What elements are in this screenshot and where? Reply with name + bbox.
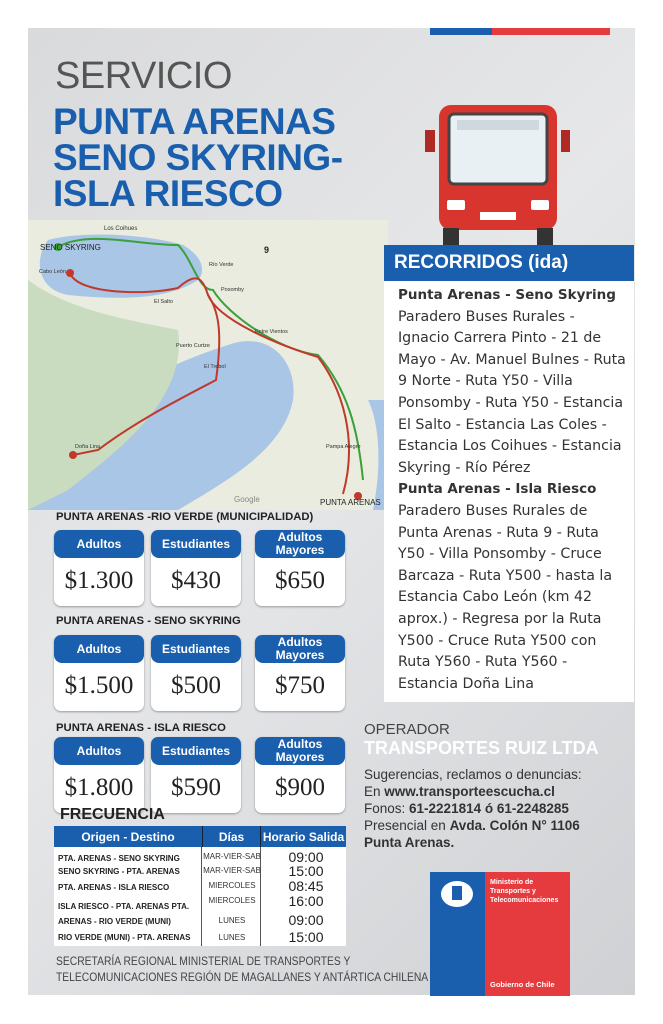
map-label: Puerto Curtze [176,343,210,349]
map-label: Doña Lina [75,444,101,450]
day-cell: MIERCOLES [208,881,256,890]
servicio-label: SERVICIO [55,55,232,97]
contact-line: Sugerencias, reclamos o denuncias: [364,767,582,782]
fare-category: Adultos Mayores [255,737,345,765]
contact-prefix: Presencial en [364,818,450,833]
title-line-3: ISLA RIESCO [53,173,283,214]
fare-box [151,530,241,606]
table-header: Días [202,826,260,847]
route-description: Paradero Buses Rurales de Punta Arenas - Ruta 9 - Ruta Y50 - Villa Ponsomby - Cruce Barcaza - Ruta Y500 - hasta la Estancia Cabo León (km 42 aprox.) - Regresa por la Ruta Y500 - Cruce Ruta Y500 con Ruta Y560 - Ruta Y560 - Estancia Doña Lina [398,502,613,692]
flag-stripe-blue [430,28,492,35]
day-cell: LUNES [218,933,246,942]
title-line-2: SENO SKYRING- [53,137,343,178]
operador-name: TRANSPORTES RUIZ LTDA [364,738,599,758]
fare-category: Estudiantes [151,737,241,765]
map-label: Río Verde [209,262,234,268]
fare-box [151,635,241,711]
fare-price: $1.800 [64,774,134,801]
coat-of-arms-icon [435,876,479,912]
day-cell: LUNES [218,916,246,925]
footer-line: SECRETARÍA REGIONAL MINISTERIAL DE TRANSPORTES Y [56,954,351,968]
google-watermark: Google [234,495,260,504]
time-cell: 08:45 [288,878,324,894]
route-name: Punta Arenas - Seno Skyring [398,287,616,303]
map-graphic [28,220,388,510]
time-cell: 15:00 [288,929,324,945]
address: Avda. Colón N° 1106 [449,818,580,833]
map-label: Los Coihues [104,226,138,232]
city: Punta Arenas. [364,835,455,850]
fare-category: Adultos [54,530,144,558]
fare-box [255,737,345,813]
recorridos-title: RECORRIDOS (ida) [384,245,634,281]
route-cell: PTA. ARENAS - SENO SKYRING [58,854,180,863]
map-label: Posomby [221,287,244,293]
time-cell: 09:00 [288,849,324,865]
contact-info [364,766,582,851]
fare-box [54,530,144,606]
fare-category: Adultos [54,635,144,663]
fare-price: $430 [171,567,221,594]
fare-group-label: PUNTA ARENAS -RIO VERDE (MUNICIPALIDAD) [56,511,314,523]
fare-group-label: PUNTA ARENAS - ISLA RIESCO [56,722,226,734]
map-label: Pampa Alegre [326,444,361,450]
ministry-name: Ministerio de Transportes y Telecomunicaciones [490,879,559,904]
route-9-shield: 9 [264,245,270,255]
fare-box [54,635,144,711]
fare-category: Adultos Mayores [255,530,345,558]
route-description: Paradero Buses Rurales - Ignacio Carrera Pinto - 21 de Mayo - Av. Manuel Bulnes - Ruta 9 Norte - Ruta Y50 - Villa Ponsomby - Ruta Y50 - Estancia El Salto - Estancia Las Coles - Estancia Los Coihues - Estancia Skyring - Río Pérez [398,308,626,476]
map-label: El Salto [154,299,173,305]
gobierno-logo [430,872,570,996]
route-cell: PTA. ARENAS - ISLA RIESCO [58,883,170,892]
website-link[interactable]: www.transporteescucha.cl [384,784,555,799]
fare-box [151,737,241,813]
footer-text [56,953,428,985]
fare-category: Estudiantes [151,530,241,558]
route-name: Punta Arenas - Isla Riesco [398,481,597,498]
map-label: PUNTA ARENAS [320,498,381,507]
fare-price: $650 [275,567,325,594]
fare-price: $750 [275,672,325,699]
fare-price: $590 [171,774,221,801]
route-map [28,220,388,510]
route-cell: ARENAS - RIO VERDE (MUNI) [58,917,171,926]
map-label: SENO SKYRING [40,243,101,252]
map-label: Cabo León [39,269,66,275]
map-label: El Trebol [204,364,226,370]
table-header: Origen - Destino [54,826,202,847]
flag-stripe-red [492,28,610,35]
fare-group-label: PUNTA ARENAS - SENO SKYRING [56,615,241,627]
day-cell: MAR-VIER-SAB [203,866,261,875]
route-cell: RIO VERDE (MUNI) - PTA. ARENAS [58,933,191,942]
operador-label: OPERADOR [364,721,450,738]
fare-box [54,737,144,813]
fare-category: Estudiantes [151,635,241,663]
time-cell: 09:00 [288,912,324,928]
route-cell: ISLA RIESCO - PTA. ARENAS PTA. [58,902,190,911]
fare-price: $1.500 [64,672,134,699]
time-cell: 15:00 [288,863,324,879]
time-cell: 16:00 [288,893,324,909]
fare-price: $500 [171,672,221,699]
contact-prefix: Fonos: [364,801,410,816]
map-label: Entre Vientos [255,329,288,335]
fare-category: Adultos Mayores [255,635,345,663]
gobierno-label: Gobierno de Chile [490,980,555,989]
title-line-1: PUNTA ARENAS [53,101,336,142]
fare-category: Adultos [54,737,144,765]
day-cell: MIERCOLES [208,896,256,905]
fare-price: $1.300 [64,567,134,594]
footer-line: TELECOMUNICACIONES REGIÓN DE MAGALLANES Y ANTÁRTICA CHILENA [56,970,429,984]
contact-prefix: En [364,784,385,799]
phone-numbers: 61-2221814 ó 61-2248285 [409,801,569,816]
frecuencia-title: FRECUENCIA [60,806,165,823]
fare-box [255,635,345,711]
frecuencia-table [54,826,346,946]
table-header: Horario Salida [260,826,346,847]
bus-illustration [425,100,570,248]
day-cell: MAR-VIER-SAB [203,852,261,861]
fare-price: $900 [275,774,325,801]
fare-box [255,530,345,606]
route-cell: SENO SKYRING - PTA. ARENAS [58,867,180,876]
recorridos-body [384,281,634,702]
